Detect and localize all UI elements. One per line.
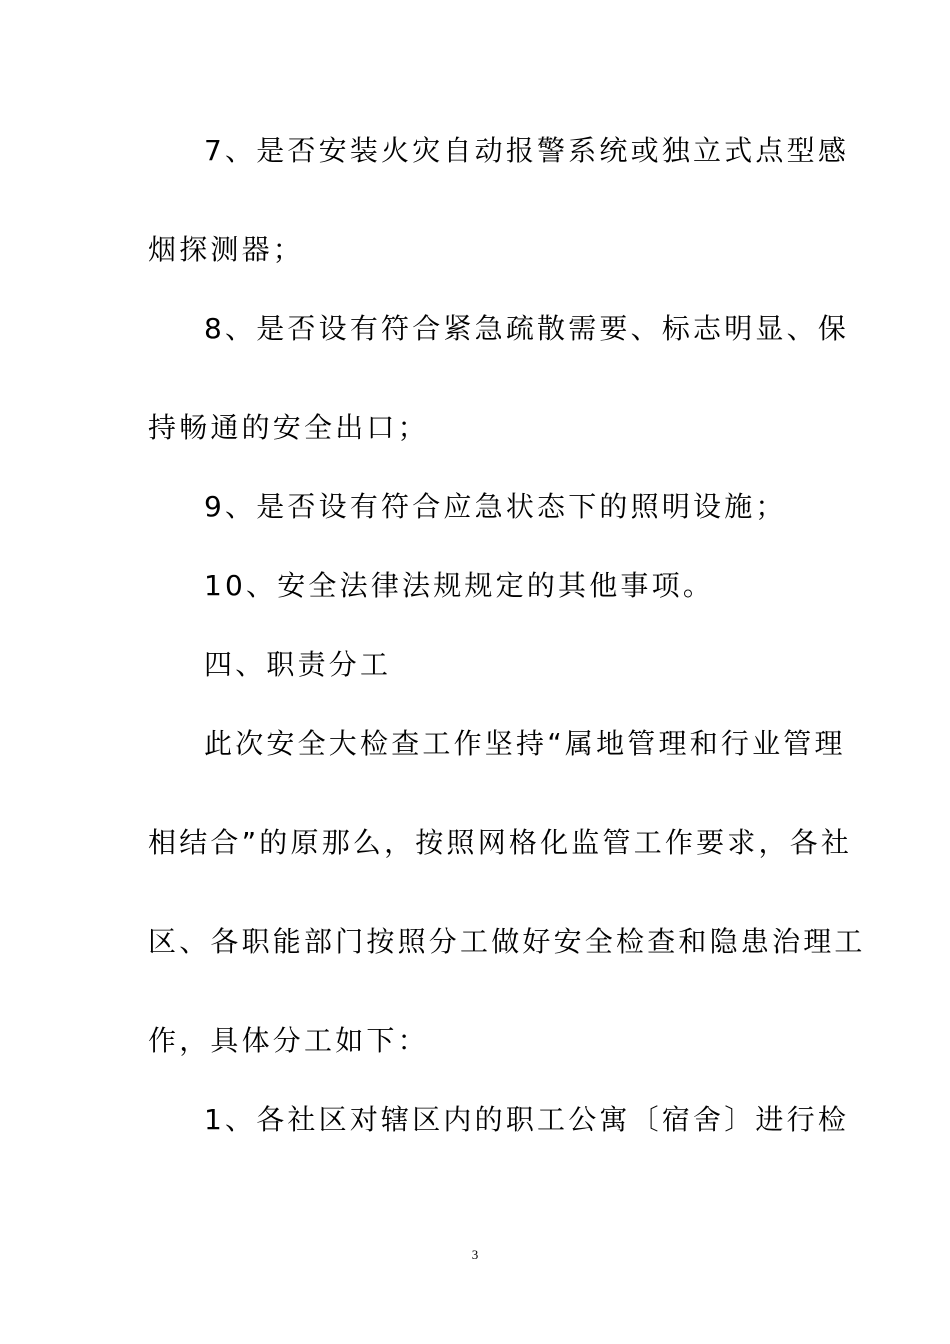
page-number: 3	[471, 1247, 479, 1262]
paragraph-line-2: 相结合”的原那么，按照网格化监管工作要求，各社	[148, 826, 853, 859]
text-line-item-8-cont: 持畅通的安全出口；	[148, 411, 429, 444]
text-line-item-10: 10、安全法律法规规定的其他事项。	[204, 569, 715, 602]
paragraph-line-3: 区、各职能部门按照分工做好安全检查和隐患治理工	[148, 925, 866, 958]
text-line-item-9: 9、是否设有符合应急状态下的照明设施；	[204, 490, 787, 523]
paragraph-line-4: 作，具体分工如下：	[148, 1024, 429, 1057]
text-line-item-7-cont: 烟探测器；	[148, 233, 305, 266]
text-line-duty-1: 1、各社区对辖区内的职工公寓〔宿舍〕进行检	[204, 1103, 850, 1136]
paragraph-line-1: 此次安全大检查工作坚持“属地管理和行业管理	[204, 727, 846, 760]
section-heading: 四、职责分工	[204, 648, 392, 681]
text-line-item-8: 8、是否设有符合紧急疏散需要、标志明显、保	[204, 312, 850, 345]
text-line-item-7: 7、是否安装火灾自动报警系统或独立式点型感	[204, 134, 850, 167]
